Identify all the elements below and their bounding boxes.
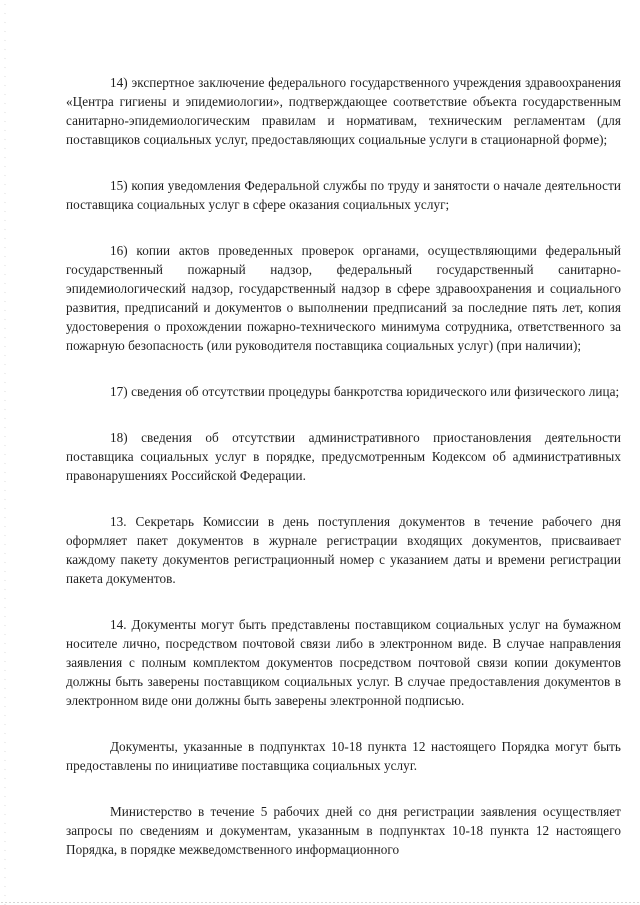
paragraph-item-15: 15) копия уведомления Федеральной службы по труду и занятости о начале деятельности поставщика социальных услуг в сфере оказания социальных услуг; <box>66 178 621 212</box>
paragraph-item-17: 17) сведения об отсутствии процедуры банкротства юридического или физического лица; <box>110 384 620 399</box>
paragraph-item-16: 16) копии актов проведенных проверок органами, осуществляющими федеральный государственный пожарный надзор, федеральный государственный санитарно-эпидемиологический надзор, государственный надзор в сфере здравоохранения и социального развития, предписаний и документов о выполнении предписаний за последние пять лет, копия удостоверения о прохождении пожарно-технического минимума сотрудника, ответственного за пожарную безопасность (или руководителя поставщика социальных услуг) (при наличии); <box>66 243 621 353</box>
paragraph-item-18: 18) сведения об отсутствии административного приостановления деятельности поставщика социальных услуг в порядке, предусмотренным Кодексом об административных правонарушениях Российской Федерации. <box>66 430 621 483</box>
paragraph-documents-initiative: Документы, указанные в подпунктах 10-18 пункта 12 настоящего Порядка могут быть предоставлены по инициативе поставщика социальных услуг. <box>66 739 621 773</box>
document-page <box>66 73 621 859</box>
scan-bottom-edge <box>0 902 640 903</box>
paragraph-item-14: 14) экспертное заключение федерального государственного учреждения здравоохранения «Центра гигиены и эпидемиологии», подтверждающее соответствие объекта государственным санитарно-эпидемиологическим правилам и нормативам, техническим регламентам (для поставщиков социальных услуг, предоставляющих социальные услуги в стационарной форме); <box>66 75 621 147</box>
paragraph-section-13: 13. Секретарь Комиссии в день поступления документов в течение рабочего дня оформляет пакет документов в журнале регистрации входящих документов, присваивает каждому пакету документов регистрационный номер с указанием даты и времени регистрации пакета документов. <box>66 514 621 586</box>
paragraph-ministry-requests: Министерство в течение 5 рабочих дней со дня регистрации заявления осуществляет запросы по сведениям и документам, указанным в подпунктах 10-18 пункта 12 настоящего Порядка, в порядке межведомственного информационного <box>66 804 621 857</box>
scan-margin-dots <box>4 0 6 905</box>
paragraph-section-14: 14. Документы могут быть представлены поставщиком социальных услуг на бумажном носителе лично, посредством почтовой связи либо в электронном виде. В случае направления заявления с полным комплектом документов посредством почтовой связи копии документов должны быть заверены поставщиком социальных услуг. В случае предоставления документов в электронном виде они должны быть заверены электронной подписью. <box>66 617 621 708</box>
